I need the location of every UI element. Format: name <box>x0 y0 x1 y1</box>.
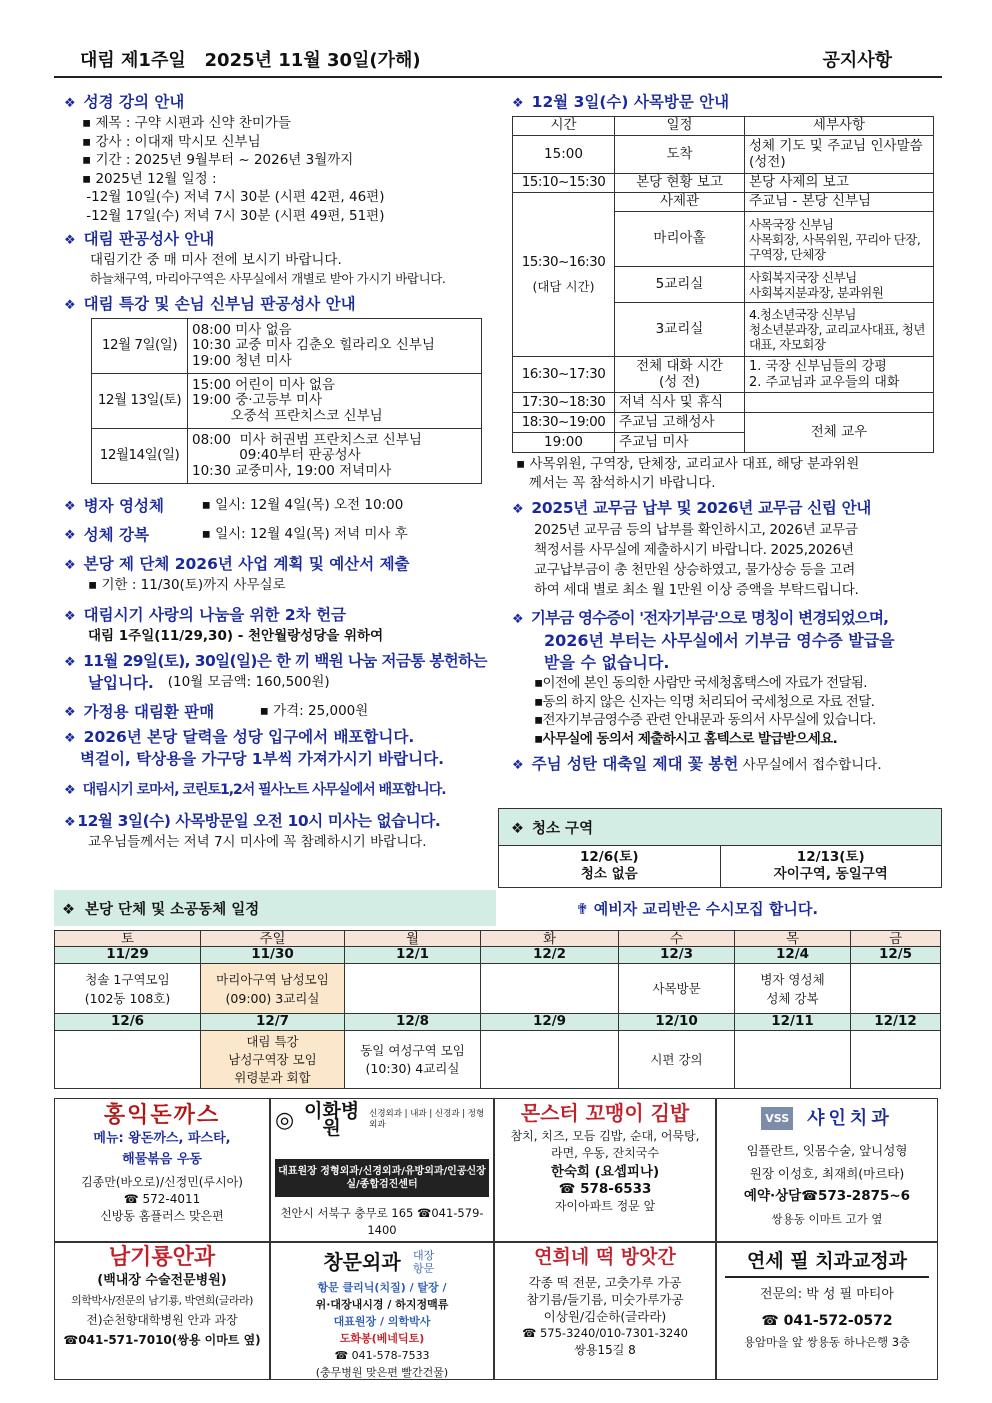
ad-line: 김종만(바오로)/신정민(루시아) <box>81 1175 243 1189</box>
diamond-icon: ❖ <box>511 821 524 837</box>
ad-line: 이상원/김순하(글라라) <box>543 1309 667 1324</box>
ad-line: 메뉴: 왕돈까스, 파스타, <box>93 1131 231 1146</box>
nomass-title: ❖ 12월 3일(수) 사목방문일 오전 10시 미사는 없습니다. <box>64 812 441 830</box>
date-label: 12/4 <box>735 947 851 964</box>
ad-line: 예약·상담☎573-2875~6 <box>743 1188 911 1204</box>
ad-line: 전문의: 박 성 필 마티아 <box>760 1287 894 1302</box>
rosary-title: ❖ 대림시기 로마서, 코린토1,2서 필사노트 사무실에서 배포합니다. <box>64 782 446 798</box>
visit-detail <box>745 393 934 413</box>
diamond-icon: ❖ <box>64 815 76 830</box>
ad-line: 대표원장 / 의학박사 <box>333 1315 431 1328</box>
receipt-line: ▪동의 하지 않은 신자는 익명 처리되어 국세청으로 자료 전달. <box>534 693 875 710</box>
ad-line: 전)순천향대학병원 안과 과장 <box>86 1313 238 1327</box>
date-label: 12/12 <box>851 1014 941 1031</box>
event-cell <box>851 964 941 1014</box>
ad-line: (충무병원 맞은편 빨간건물) <box>315 1366 449 1379</box>
ad-line: 원장 이성호, 최재희(마르타) <box>749 1166 905 1181</box>
ad-title: 남기룡안과 <box>108 1245 216 1270</box>
calendar-title: ❖ 2026년 본당 달력을 성당 입구에서 배포합니다. <box>64 728 415 746</box>
special-date: 12월14일(일) <box>92 429 188 484</box>
clean-cell: 12/13(토) 자이구역, 동일구역 <box>773 849 888 882</box>
visit-detail: 주교님 - 본당 신부님 <box>745 193 934 212</box>
ad-title: 몬스터 꼬맹이 김밥 <box>520 1101 690 1125</box>
bible-line: -12월 17일(수) 저녁 7시 30분 (시편 49편, 51편) <box>82 207 385 224</box>
clean-row <box>499 846 941 887</box>
date-label: 12/9 <box>481 1014 619 1031</box>
visit-detail: 1. 국장 신부님들의 강평 2. 주교님과 교우들의 대화 <box>745 357 934 393</box>
diamond-icon: ❖ <box>64 233 76 248</box>
rice-title: ❖ 11월 29일(토), 30일(일)은 한 끼 백원 나눔 저금통 봉헌하는 <box>64 652 487 670</box>
receipt-bold: ▪사무실에 동의서 제출하시고 홈텍스로 발급받으세요. <box>534 730 838 747</box>
ad-line: 위·대장내시경 / 하지정맥류 <box>315 1298 449 1311</box>
receipt-title3: 받을 수 없습니다. <box>544 653 670 672</box>
special-cell: 15:00 어린이 미사 없음 19:00 중·고등부 미사 오중석 프란치스코 신부님 <box>188 374 482 429</box>
visit-header: 시간 <box>513 117 615 136</box>
sick-row <box>64 496 494 517</box>
confession-title: ❖ 대림 판공성사 안내 <box>64 230 215 248</box>
diamond-icon: ❖ <box>64 558 76 573</box>
visit-detail: 본당 사제의 보고 <box>745 174 934 193</box>
ad-title: 이화병원 <box>304 1100 360 1139</box>
date-label: 11/30 <box>201 947 345 964</box>
ad-line: 임플란트, 잇몸수술, 앞니성형 <box>746 1143 908 1158</box>
ad-line: 라면, 우동, 잔치국수 <box>551 1146 659 1160</box>
ad-line: ☎ 041-578-7533 <box>334 1349 430 1362</box>
visit-title: ❖ 12월 3일(수) 사목방문 안내 <box>512 93 730 111</box>
schedule-table <box>54 930 941 1089</box>
confession-lines <box>64 251 494 288</box>
plan-line: ▪ 기한 : 11/30(토)까지 사무실로 <box>88 577 286 593</box>
dates-row <box>55 947 941 964</box>
ad-line: 쌍용15길 8 <box>574 1343 636 1357</box>
wreath-title: 가정용 대림환 판매 <box>83 703 215 721</box>
sick-detail: ▪ 일시: 12월 4일(목) 오전 10:00 <box>201 497 404 513</box>
ad-title: 창문외과 <box>323 1249 401 1274</box>
clean-cell: 12/6(토) 청소 없음 <box>499 846 721 887</box>
ad-line: 의학박사/전문의 남기룡, 박연희(글라라) <box>71 1294 253 1307</box>
diamond-icon: ❖ <box>512 612 523 627</box>
bible-title: ❖ 성경 강의 안내 <box>64 93 185 111</box>
day-label: 목 <box>735 931 851 947</box>
shine-logo-icon: VSS <box>761 1107 793 1130</box>
visit-note: 께서는 꼭 참석하시기 바랍니다. <box>516 474 716 491</box>
date-label: 12/1 <box>345 947 481 964</box>
special-table <box>91 318 482 484</box>
wreath-row <box>64 702 494 723</box>
visit-event: 주교님 고해성사 <box>615 413 745 433</box>
ad-hongik <box>54 1098 270 1242</box>
date-label: 12/11 <box>735 1014 851 1031</box>
schedule-header: ❖ 본당 단체 및 소공동체 일정 <box>54 890 496 926</box>
wreath-detail: ▪ 가격: 25,000원 <box>259 703 369 719</box>
ad-line: ☎041-571-7010(쌍용 이마트 옆) <box>63 1333 261 1347</box>
diamond-icon: ❖ <box>512 96 524 111</box>
receipt-title: ❖ 기부금 영수증이 '전자기부금'으로 명칭이 변경되었으며, <box>512 609 889 627</box>
ad-line: 해물볶음 우동 <box>122 1152 202 1167</box>
visit-event: 마리아홀 <box>615 212 745 267</box>
anoint-detail: ▪ 일시: 12월 4일(목) 저녁 미사 후 <box>201 526 408 542</box>
ad-line: 용암마을 앞 쌍용동 하나은행 3층 <box>743 1335 911 1349</box>
ad-monster <box>494 1098 716 1242</box>
date-label: 12/8 <box>345 1014 481 1031</box>
bible-line: -12월 10일(수) 저녁 7시 30분 (시편 42편, 46편) <box>82 189 385 205</box>
ad-yeonhee <box>494 1242 716 1380</box>
anoint-title: 성체 강복 <box>83 526 149 544</box>
visit-event: 도착 <box>615 136 745 174</box>
ad-line: (백내장 수술전문병원) <box>97 1273 227 1288</box>
page-header <box>54 50 942 78</box>
ad-line: 쌍용동 이마트 고가 옆 <box>771 1212 883 1226</box>
ad-yonsei <box>716 1242 938 1380</box>
plan-title: ❖ 본당 제 단체 2026년 사업 계획 및 예산서 제출 <box>64 555 410 573</box>
visit-time: 15:30~16:30 (대담 시간) <box>513 193 615 357</box>
collection-title: ❖ 대림시기 사랑의 나눔을 위한 2차 헌금 <box>64 605 347 624</box>
diamond-icon: ❖ <box>64 499 76 514</box>
nomass-line: 교우님들께서는 저녁 7시 미사에 꼭 참례하시기 바랍니다. <box>88 834 427 850</box>
dues-line: 책정서를 사무실에 제출하시기 바랍니다. 2025,2026년 <box>534 542 854 558</box>
special-title: ❖ 대림 특강 및 손님 신부님 판공성사 안내 <box>64 295 356 313</box>
visit-event: 3교리실 <box>615 303 745 357</box>
ad-line: 신경외과 | 내과 | 신경과 | 정형외과 <box>369 1109 485 1130</box>
visit-time: 18:30~19:00 <box>513 413 615 433</box>
days-row <box>55 931 941 947</box>
visit-detail: 사회복지국장 신부님 사회복지분과장, 분과위원 <box>745 267 934 303</box>
dues-line: 2025년 교무금 등의 납부를 확인하시고, 2026년 교무금 <box>534 522 858 538</box>
confession-line: 대림기간 중 매 미사 전에 보시기 바랍니다. <box>90 252 342 268</box>
header-date: 대림 제1주일 2025년 11월 30일(가해) <box>80 50 421 71</box>
special-cell: 08:00 미사 허권범 프란치스코 신부님 09:40부터 판공성사 10:30 교중미사, 19:00 저녁미사 <box>188 429 482 484</box>
receipt-line: ▪전자기부금영수증 관련 안내문과 동의서 사무실에 있습니다. <box>534 712 876 728</box>
receipt-line: ▪이전에 본인 동의한 사람만 국세청홈택스에 자료가 전달됨. <box>534 675 867 691</box>
ad-shine <box>716 1098 938 1242</box>
diamond-icon: ❖ <box>62 902 75 918</box>
event-cell <box>851 1031 941 1089</box>
diamond-icon: ❖ <box>64 655 76 670</box>
receipt-title2: 2026년 부터는 사무실에서 기부금 영수증 발급을 <box>544 631 895 650</box>
ewha-logo-icon: ◎ <box>275 1107 295 1133</box>
visit-table <box>512 116 934 453</box>
bible-line: ▪ 제목 : 구약 시편과 신약 찬미가들 <box>82 115 291 131</box>
ad-line: 도화봉(베네딕토) <box>339 1332 425 1345</box>
visit-detail: 사목국장 신부님 사목회장, 사목위원, 꾸리아 단장, 구역장, 단체장 <box>745 212 934 267</box>
day-label: 금 <box>851 931 941 947</box>
flower-row <box>512 754 940 776</box>
visit-time: 19:00 <box>513 433 615 453</box>
confession-line: 하늘채구역, 마리아구역은 사무실에서 개별로 받아 가시기 바랍니다. <box>90 270 446 286</box>
ad-line: 자이아파트 정문 앞 <box>554 1199 656 1213</box>
ad-line: 천안시 서북구 충무로 165 ☎041-579-1400 <box>280 1206 484 1237</box>
left-column <box>64 92 494 852</box>
date-label: 11/29 <box>55 947 201 964</box>
ad-line: ☎ 578-6533 <box>558 1181 652 1197</box>
visit-note: ▪ 사목위원, 구역장, 단체장, 교리교사 대표, 해당 분과위원 <box>516 456 860 472</box>
clean-box <box>498 808 942 888</box>
visit-detail: 4.청소년국장 신부님 청소년분과장, 교리교사대표, 청년대표, 자모회장 <box>745 303 934 357</box>
event-cell: 마리아구역 남성모임 (09:00) 3교리실 <box>201 964 345 1014</box>
visit-header: 세부사항 <box>745 117 934 136</box>
diamond-icon: ❖ <box>64 96 76 111</box>
ad-line: ☎ 575-3240/010-7301-3240 <box>521 1326 688 1340</box>
bible-line: ▪ 기간 : 2025년 9월부터 ~ 2026년 3월까지 <box>82 152 354 168</box>
flower-title: 주님 성탄 대축일 제대 꽃 봉헌 <box>531 755 739 773</box>
event-cell: 시편 강의 <box>619 1031 735 1089</box>
date-label: 12/5 <box>851 947 941 964</box>
date-label: 12/10 <box>619 1014 735 1031</box>
collection-line: 대림 1주일(11/29,30) - 천안월랑성당을 위하여 <box>88 627 384 644</box>
ad-title: 연희네 떡 방앗간 <box>534 1246 676 1268</box>
visit-detail: 성체 기도 및 주교님 인사말씀 (성전) <box>745 136 934 174</box>
sick-title: 병자 영성체 <box>83 497 164 515</box>
ad-title: 홍익돈까스 <box>103 1103 221 1128</box>
event-cell: 사목방문 <box>619 964 735 1014</box>
anoint-row <box>64 525 494 546</box>
dates-row <box>55 1014 941 1031</box>
events-row <box>55 964 941 1014</box>
visit-header: 일정 <box>615 117 745 136</box>
ad-line: 각종 떡 전문, 고춧가루 가공 <box>528 1275 682 1290</box>
dues-line: 하여 세대 별로 최소 월 1만원 이상 증액을 부탁드립니다. <box>534 582 859 598</box>
visit-event: 5교리실 <box>615 267 745 303</box>
diamond-icon: ❖ <box>512 502 524 517</box>
diamond-icon: ❖ <box>64 608 76 624</box>
flower-rest: 사무실에서 접수합니다. <box>738 757 882 773</box>
event-cell <box>345 964 481 1014</box>
ad-line: 참기름/들기름, 미숫가루가공 <box>526 1292 684 1307</box>
ad-title: 연세 필 치과교정과 <box>725 1253 929 1278</box>
diamond-icon: ❖ <box>64 705 76 720</box>
header-title: 공지사항 <box>822 50 892 71</box>
special-cell: 08:00 미사 없음 10:30 교중 미사 김춘오 힐라리오 신부님 19:00 청년 미사 <box>188 319 482 374</box>
dues-line: 교구납부금이 총 천만원 상승하였고, 물가상승 등을 고려 <box>534 562 855 578</box>
event-cell: 동일 여성구역 모임 (10:30) 4교리실 <box>345 1031 481 1089</box>
ad-line: 항문 클리닉(치질) / 탈장 / <box>317 1281 447 1294</box>
event-cell <box>481 964 619 1014</box>
diamond-icon: ❖ <box>64 298 76 313</box>
ad-line: ☎ 041-572-0572 <box>761 1313 893 1329</box>
day-label: 월 <box>345 931 481 947</box>
events-row <box>55 1031 941 1089</box>
day-label: 토 <box>55 931 201 947</box>
rice-row <box>64 673 494 694</box>
ad-sub: 대장 항문 <box>413 1249 435 1275</box>
ad-line: 신방동 홈플러스 맞은편 <box>100 1209 224 1223</box>
visit-time: 17:30~18:30 <box>513 393 615 413</box>
date-label: 12/2 <box>481 947 619 964</box>
rice-title2: 날입니다. <box>88 674 154 692</box>
visit-time: 16:30~17:30 <box>513 357 615 393</box>
ad-line: 참치, 치즈, 모듬 김밥, 순대, 어묵탕, <box>510 1129 700 1143</box>
dues-title: ❖ 2025년 교무금 납부 및 2026년 교무금 신립 안내 <box>512 499 872 517</box>
calendar-line: 벽걸이, 탁상용을 가구당 1부씩 가져가시기 바랍니다. <box>80 750 444 768</box>
catechumen-notice: ✟ 예비자 교리반은 수시모집 합니다. <box>576 900 819 918</box>
ad-line: 대표원장 정형외과/신경외과/유방외과/인공신장실/종합검진센터 <box>275 1159 489 1197</box>
diamond-icon: ❖ <box>64 528 76 543</box>
rice-sub: (10월 모금액: 160,500원) <box>167 674 330 690</box>
ad-changmun <box>270 1242 494 1380</box>
visit-event: 전체 대화 시간 (성 전) <box>615 357 745 393</box>
visit-event: 사제관 <box>615 193 745 212</box>
ad-ewha <box>270 1098 494 1242</box>
day-label: 화 <box>481 931 619 947</box>
event-cell: 청솔 1구역모임 (102동 108호) <box>55 964 201 1014</box>
diamond-icon: ❖ <box>64 783 75 798</box>
visit-time: 15:10~15:30 <box>513 174 615 193</box>
ad-title: 샤인치과 <box>807 1108 893 1129</box>
bible-line: ▪ 강사 : 이대재 막시모 신부님 <box>82 133 261 150</box>
visit-event: 본당 현황 보고 <box>615 174 745 193</box>
bible-line: ▪ 2025년 12월 일정 : <box>82 170 217 187</box>
event-cell <box>55 1031 201 1089</box>
date-label: 12/7 <box>201 1014 345 1031</box>
event-cell: 대림 특강 남성구역장 모임 위령분과 회합 <box>201 1031 345 1089</box>
special-date: 12월 7일(일) <box>92 319 188 374</box>
visit-detail: 전체 교우 <box>745 413 934 453</box>
event-cell <box>481 1031 619 1089</box>
receipt-lines <box>512 674 940 748</box>
day-label: 주일 <box>201 931 345 947</box>
date-label: 12/6 <box>55 1014 201 1031</box>
visit-event: 주교님 미사 <box>615 433 745 453</box>
special-date: 12월 13일(토) <box>92 374 188 429</box>
right-column <box>512 92 940 776</box>
visit-event: 저녁 식사 및 휴식 <box>615 393 745 413</box>
bible-lines <box>64 114 494 225</box>
visit-time: 15:00 <box>513 136 615 174</box>
day-label: 수 <box>619 931 735 947</box>
date-label: 12/3 <box>619 947 735 964</box>
ad-line: ☎ 572-4011 <box>123 1192 201 1206</box>
dues-lines <box>512 520 940 600</box>
diamond-icon: ❖ <box>512 758 524 773</box>
event-cell: 병자 영성체 성체 강복 <box>735 964 851 1014</box>
ad-line: 한숙희 (요셉피나) <box>550 1164 660 1180</box>
clean-header: ❖ 청소 구역 <box>499 809 941 846</box>
event-cell <box>735 1031 851 1089</box>
diamond-icon: ❖ <box>64 731 76 746</box>
ad-nam <box>54 1242 270 1380</box>
